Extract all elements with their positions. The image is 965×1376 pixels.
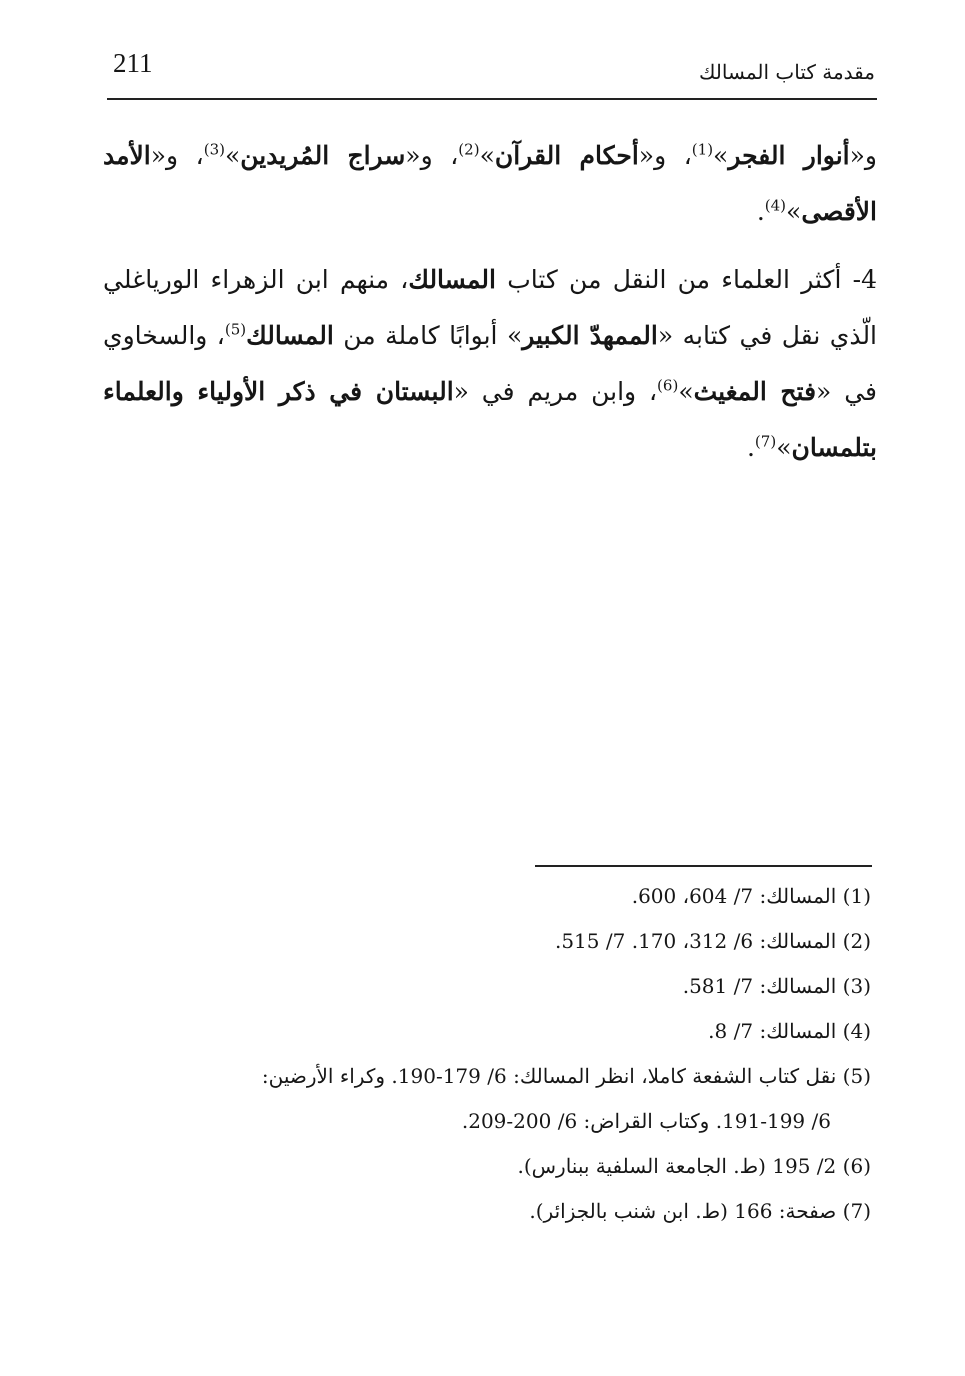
text-run: ، منهم ابن الزهراء الورياغلي الّذي نقل في كتابه « <box>103 265 878 350</box>
text-run: » <box>713 141 729 170</box>
text-run: » <box>678 377 694 406</box>
footnote-ref: (7) <box>754 432 777 451</box>
footnote-ref: (4) <box>764 196 787 215</box>
footnote-ref: (5) <box>224 320 247 339</box>
book-title: أحكام القرآن <box>494 141 639 170</box>
paragraph-1 <box>103 128 877 240</box>
text-run: ، وابن مريم في « <box>453 377 658 406</box>
text-run: . <box>756 197 765 226</box>
text-run: » أبوابًا كاملة من <box>333 321 523 350</box>
book-title: أنوار الفجر <box>728 141 850 170</box>
text-run: » <box>786 197 802 226</box>
footnote-5 <box>95 1054 871 1144</box>
text-run: » <box>224 141 241 170</box>
footnote-4: (4) المسالك: 7/ 8. <box>708 1019 871 1043</box>
book-title: الأمد الأقصى <box>103 141 877 226</box>
running-title: مقدمة كتاب المسالك <box>698 60 875 84</box>
text-run: 4- أكثر العلماء من النقل من كتاب <box>496 265 877 294</box>
book-title: المسالك <box>246 321 334 350</box>
page-number: 211 <box>113 48 153 78</box>
footnote-7: (7) صفحة: 166 (ط. ابن شنب بالجزائر). <box>529 1199 871 1223</box>
text-run: » <box>776 433 792 462</box>
text-run: ، و« <box>638 141 692 170</box>
book-title: سراج المُريدين <box>240 141 406 170</box>
footnote-1: (1) المسالك: 7/ 604، 600. <box>631 884 871 908</box>
footnote-2: (2) المسالك: 6/ 312، 170. 7/ 515. <box>554 929 871 953</box>
text-run: » <box>479 141 495 170</box>
footnote-ref: (2) <box>458 140 480 159</box>
footnote-3: (3) المسالك: 7/ 581. <box>682 974 871 998</box>
book-title: البستان في ذكر الأولياء والعلماء بتلمسان <box>103 377 877 462</box>
footnote-separator <box>535 865 872 867</box>
footnote-6: (6) 2/ 195 (ط. الجامعة السلفية ببنارس). <box>517 1154 871 1178</box>
main-text <box>103 128 877 488</box>
footnote-ref: (1) <box>691 140 714 159</box>
book-title: المسالك <box>408 265 496 294</box>
footnote-5-line-2: 6/ 191-199. وكتاب القراض: 6/ 200-209. <box>461 1109 831 1133</box>
page-header <box>107 48 877 100</box>
text-run: . <box>746 433 755 462</box>
footnotes <box>95 874 871 1234</box>
text-run: ، والسخاوي في « <box>103 321 877 406</box>
text-run: ، و« <box>405 141 459 170</box>
book-title: فتح المغيث <box>693 377 817 406</box>
footnote-ref: (6) <box>657 376 679 395</box>
text-run: و« <box>849 141 878 170</box>
footnote-5-line-1: (5) نقل كتاب الشفعة كاملا، انظر المسالك: 6/ 179-190. وكراء الأرضين: <box>261 1064 871 1088</box>
footnote-ref: (3) <box>203 140 225 159</box>
text-run: ، و« <box>150 141 204 170</box>
paragraph-2 <box>103 252 877 476</box>
book-title: الممهدّ الكبير <box>522 321 658 350</box>
